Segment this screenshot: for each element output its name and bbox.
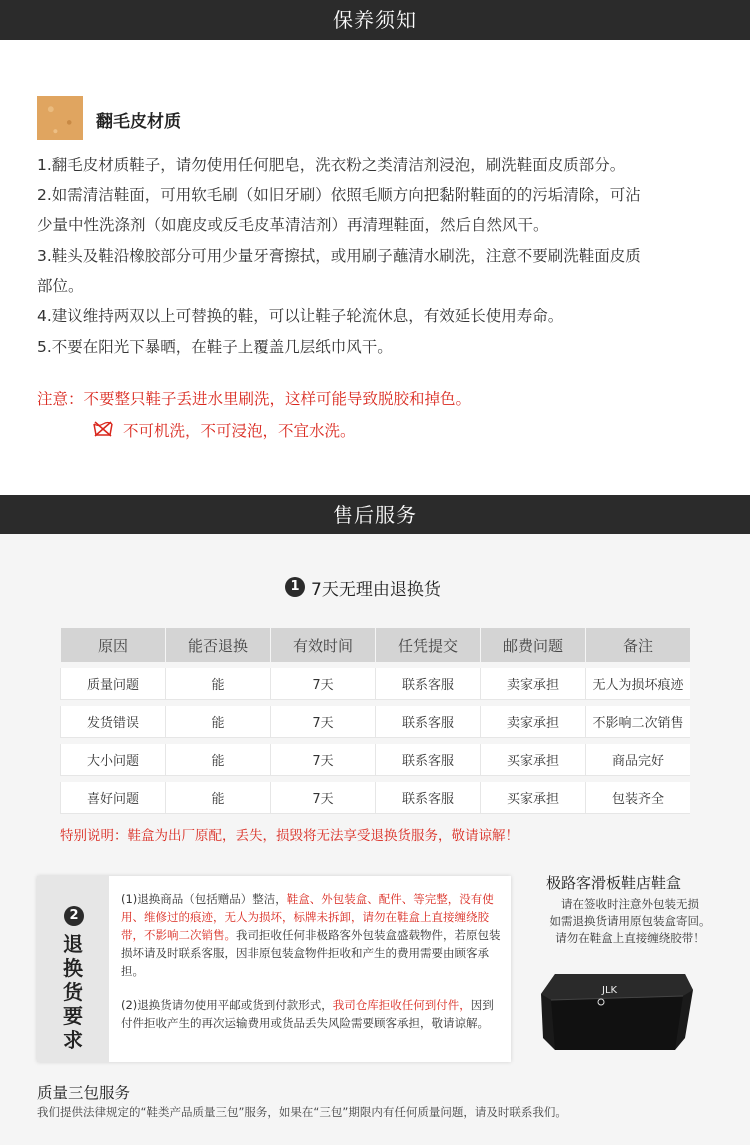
suede-material-swatch [37,96,83,140]
col-header-reason: 原因 [60,628,165,662]
return-requirements-card [37,876,511,1062]
no-hand-wash-icon [92,419,114,437]
policy-2-rest: 因到付件拒收产生的再次运输费用或货品丢失风险需要顾客承担，敬请谅解。 [121,998,494,1030]
col-header-remarks: 备注 [585,628,690,662]
cell-remarks: 商品完好 [585,744,690,776]
special-note: 特别说明：鞋盒为出厂原配，丢失，损毁将无法享受退换货服务，敬请谅解！ [60,828,519,844]
care-line-2: 2.如需清洁鞋面，可用软毛刷（如旧牙刷）依照毛顺方向把黏附鞋面的的污垢清除，可沾 [37,186,641,204]
no-wash-text: 不可机洗，不可浸泡，不宜水洗。 [123,422,356,440]
cell-postage: 买家承担 [480,744,585,776]
cell-reason: 质量问题 [60,668,165,700]
table-row [60,744,690,776]
step-2-badge: 2 [64,906,84,926]
shoebox-note-2: 如需退换货请用原包装盒寄回。 [549,914,711,928]
cell-reason: 发货错误 [60,706,165,738]
care-line-1: 1.翻毛皮材质鞋子，请勿使用任何肥皂，洗衣粉之类清洁剂浸泡，刷洗鞋面皮质部分。 [37,156,626,174]
cell-remarks: 不影响二次销售 [585,706,690,738]
cell-reason: 喜好问题 [60,782,165,814]
policy-1-intro: (1)退换商品（包括赠品）整洁， [121,892,287,906]
care-line-2-cont: 少量中性洗涤剂（如鹿皮或反毛皮革清洁剂）再清理鞋面，然后自然风干。 [37,216,549,234]
policy-paragraph-1 [121,890,505,980]
care-line-4: 4.建议维持两双以上可替换的鞋，可以让鞋子轮流休息，有效延长使用寿命。 [37,307,564,325]
col-header-returnable: 能否退换 [165,628,270,662]
shoebox-note-1: 请在签收时注意外包装无损 [561,897,699,911]
step-1-badge: 1 [285,577,305,597]
requirements-sidebar [37,876,109,1062]
shoebox-note-3: 请勿在鞋盒上直接缠绕胶带！ [555,931,705,945]
cell-submit: 联系客服 [375,782,480,814]
shoebox-logo: JLK [602,985,618,996]
table-row [60,782,690,814]
cell-returnable: 能 [165,706,270,738]
col-header-submit: 任凭提交 [375,628,480,662]
cell-postage: 买家承担 [480,782,585,814]
table-row [60,706,690,738]
cell-valid-time: 7天 [270,782,375,814]
shoebox-image [535,960,695,1060]
cell-submit: 联系客服 [375,668,480,700]
cell-valid-time: 7天 [270,706,375,738]
cell-returnable: 能 [165,782,270,814]
care-line-3-cont: 部位。 [37,277,84,295]
cell-valid-time: 7天 [270,668,375,700]
quality-text: 我们提供法律规定的“鞋类产品质量三包”服务，如果在“三包”期限内有任何质量问题，请及时联系我们。 [37,1105,567,1119]
policy-2-intro: (2)退换货请勿使用平邮或货到付款形式， [121,998,333,1012]
care-warning: 注意：不要整只鞋子丢进水里刷洗，这样可能导致脱胶和掉色。 [37,390,472,408]
cell-returnable: 能 [165,744,270,776]
cell-submit: 联系客服 [375,744,480,776]
col-header-valid-time: 有效时间 [270,628,375,662]
material-title: 翻毛皮材质 [96,112,181,132]
policy-paragraph-2 [121,996,505,1032]
policy-1-highlight: 鞋盒、外包装盒、配件、等完整，没有使用、维修过的痕迹，无人为损坏，标牌未拆卸，请勿在鞋盒上直接缠绕胶带，不影响二次销售。 [121,892,494,942]
return-policy-table [60,628,690,814]
care-line-3: 3.鞋头及鞋沿橡胶部分可用少量牙膏擦拭，或用刷子蘸清水刷洗，注意不要刷洗鞋面皮质 [37,247,641,265]
cell-valid-time: 7天 [270,744,375,776]
cell-remarks: 无人为损坏痕迹 [585,668,690,700]
shoebox-title: 极路客滑板鞋店鞋盒 [546,874,682,892]
policy-1-rest: 我司拒收任何非极路客外包装盒盛载物件，若原包装损坏请及时联系客服，因非原包装盒物件拒收和产生的费用需要由顾客承担。 [121,928,501,978]
cell-postage: 卖家承担 [480,668,585,700]
table-row [60,668,690,700]
policy-2-highlight: 我司仓库拒收任何到付件， [332,998,471,1012]
cell-submit: 联系客服 [375,706,480,738]
cell-postage: 卖家承担 [480,706,585,738]
cell-returnable: 能 [165,668,270,700]
requirements-title: 退换货要求 [63,932,83,1052]
cell-remarks: 包装齐全 [585,782,690,814]
care-header: 保养须知 [0,0,750,40]
col-header-postage: 邮费问题 [480,628,585,662]
care-line-5: 5.不要在阳光下暴晒，在鞋子上覆盖几层纸巾风干。 [37,338,393,356]
return-policy-title: 7天无理由退换货 [311,580,441,600]
aftersale-header: 售后服务 [0,495,750,535]
cell-reason: 大小问题 [60,744,165,776]
table-header-row [60,628,690,662]
quality-title: 质量三包服务 [37,1084,131,1102]
